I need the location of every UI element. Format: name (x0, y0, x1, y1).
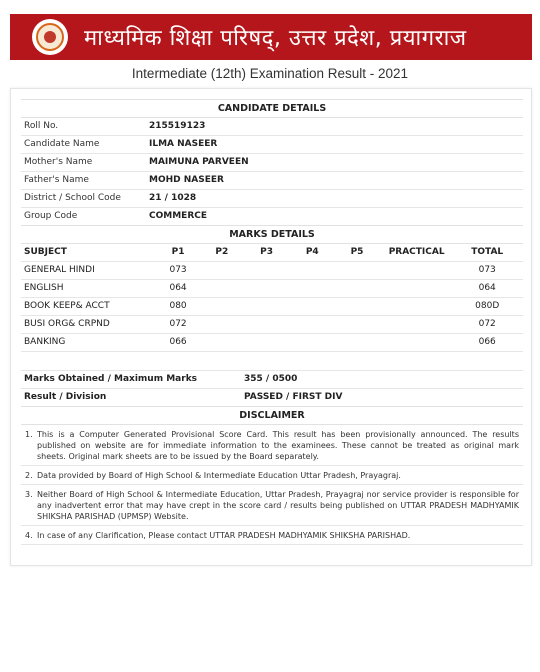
p2-cell (203, 298, 241, 315)
item-text: Neither Board of High School & Intermediate Education, Uttar Pradesh, Prayagraj nor service provider is responsible for any inadvertent error that may have crept in the score card / results being published on UTTAR PRADESH MADHYAMIK SHIKSHA PARISHAD (UPMSP) Website. (37, 490, 519, 521)
p3-cell (241, 316, 293, 333)
detail-value: MAIMUNA PARVEEN (149, 157, 249, 167)
marks-section-title: MARKS DETAILS (21, 225, 523, 244)
table-row (21, 262, 523, 280)
p4-cell (292, 298, 332, 315)
detail-row-group (21, 208, 523, 225)
p1-cell: 064 (169, 283, 187, 293)
site-header (10, 14, 532, 60)
practical-cell (382, 316, 452, 333)
disclaimer-list (21, 425, 523, 545)
p3-cell (241, 262, 293, 279)
detail-row-father (21, 172, 523, 190)
candidate-section-title: CANDIDATE DETAILS (21, 99, 523, 118)
p5-cell (332, 334, 382, 351)
marks-obtained-label: Marks Obtained / Maximum Marks (24, 374, 198, 384)
list-item (21, 526, 523, 545)
col-header-practical: PRACTICAL (388, 247, 445, 257)
col-header-subject: SUBJECT (24, 247, 67, 257)
item-number: 4. (25, 531, 33, 540)
p1-cell: 073 (169, 265, 187, 275)
detail-row-mother (21, 154, 523, 172)
p1-cell: 080 (169, 301, 187, 311)
subject-cell: BANKING (24, 337, 66, 347)
disclaimer-title: DISCLAIMER (21, 406, 523, 425)
subject-cell: BOOK KEEP& ACCT (24, 301, 110, 311)
total-cell: 064 (478, 283, 496, 293)
col-header-p3: P3 (260, 247, 273, 257)
total-cell: 066 (478, 337, 496, 347)
result-card (10, 88, 532, 566)
p5-cell (332, 316, 382, 333)
detail-value: 215519123 (149, 121, 206, 131)
col-header-p1: P1 (171, 247, 185, 257)
total-cell: 072 (478, 319, 496, 329)
p2-cell (203, 334, 241, 351)
detail-value: COMMERCE (149, 211, 207, 221)
page-title: Intermediate (12th) Examination Result - 2021 (131, 66, 409, 81)
p5-cell (332, 262, 382, 279)
subject-cell: ENGLISH (24, 283, 64, 293)
item-number: 1. (25, 430, 33, 439)
detail-label: Roll No. (24, 121, 59, 131)
p5-cell (332, 298, 382, 315)
marks-header-row (21, 244, 523, 262)
detail-row-name (21, 136, 523, 154)
p2-cell (203, 316, 241, 333)
col-header-p2: P2 (215, 247, 229, 257)
p2-cell (203, 280, 241, 297)
col-header-total: TOTAL (471, 247, 504, 257)
p3-cell (241, 334, 293, 351)
detail-label: Group Code (24, 211, 78, 221)
detail-row-roll (21, 118, 523, 136)
item-number: 3. (25, 490, 33, 499)
col-header-p4: P4 (305, 247, 319, 257)
detail-label: District / School Code (24, 193, 121, 203)
practical-cell (382, 334, 452, 351)
practical-cell (382, 298, 452, 315)
item-text: This is a Computer Generated Provisional Score Card. This result has been provisionally announced. The results published on website are for immediate information to the examinees. These cannot be treated as original mark sheets. Original mark sheets are to be issued by the Board separately. (37, 430, 519, 461)
list-item (21, 485, 523, 526)
item-text: Data provided by Board of High School & Intermediate Education Uttar Pradesh, Prayagraj. (37, 471, 401, 480)
detail-label: Candidate Name (24, 139, 100, 149)
table-row (21, 316, 523, 334)
p3-cell (241, 298, 293, 315)
marks-obtained-value: 355 / 0500 (244, 374, 298, 384)
table-spacer (21, 352, 523, 371)
detail-label: Father's Name (24, 175, 89, 185)
p1-cell: 072 (169, 319, 187, 329)
p4-cell (292, 280, 332, 297)
subject-cell: BUSI ORG& CRPND (24, 319, 110, 329)
table-row (21, 298, 523, 316)
board-title: माध्यमिक शिक्षा परिषद्, उत्तर प्रदेश, प्रयागराज (84, 26, 467, 51)
p2-cell (203, 262, 241, 279)
result-summary-row (21, 389, 523, 406)
table-row (21, 334, 523, 352)
detail-value: ILMA NASEER (149, 139, 218, 149)
board-emblem-icon (32, 19, 68, 55)
practical-cell (382, 280, 452, 297)
detail-row-district (21, 190, 523, 208)
list-item (21, 466, 523, 485)
practical-cell (382, 262, 452, 279)
p4-cell (292, 262, 332, 279)
detail-value: MOHD NASEER (149, 175, 224, 185)
p1-cell: 066 (169, 337, 187, 347)
p3-cell (241, 280, 293, 297)
item-text: In case of any Clarification, Please contact UTTAR PRADESH MADHYAMIK SHIKSHA PARISHAD. (37, 531, 411, 540)
table-row (21, 280, 523, 298)
detail-label: Mother's Name (24, 157, 93, 167)
result-label: Result / Division (24, 392, 107, 402)
list-item (21, 425, 523, 466)
p4-cell (292, 334, 332, 351)
total-cell: 080D (475, 301, 500, 311)
marks-summary-row (21, 371, 523, 389)
p5-cell (332, 280, 382, 297)
detail-value: 21 / 1028 (149, 193, 197, 203)
total-cell: 073 (478, 265, 496, 275)
subject-cell: GENERAL HINDI (24, 265, 95, 275)
result-value: PASSED / FIRST DIV (244, 392, 343, 402)
col-header-p5: P5 (350, 247, 364, 257)
item-number: 2. (25, 471, 33, 480)
p4-cell (292, 316, 332, 333)
